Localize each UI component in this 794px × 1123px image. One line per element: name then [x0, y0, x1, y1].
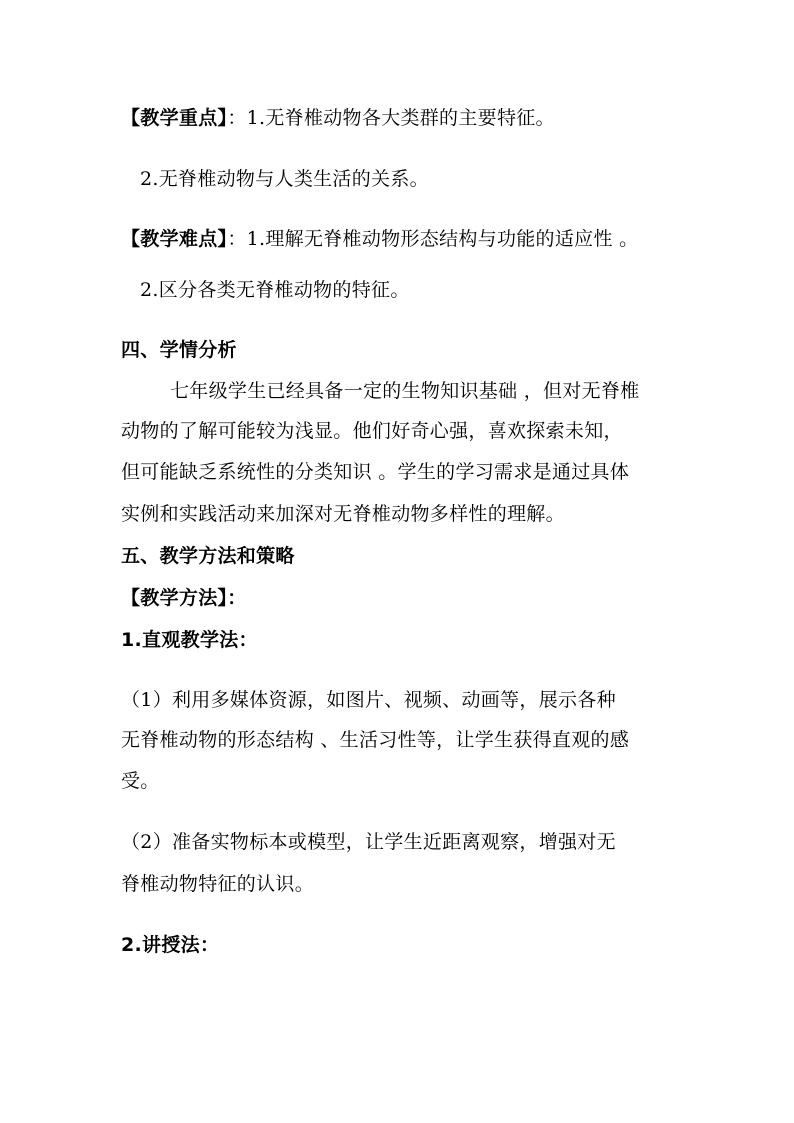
- section-4-paragraph-line: 七年级学生已经具备一定的生物知识基础 ，但对无脊椎: [170, 380, 640, 402]
- difficult-points-line: [121, 226, 638, 252]
- section-4-paragraph-line: 但可能缺乏系统性的分类知识 。学生的学习需求是通过具体: [121, 461, 630, 483]
- key-points-item-1: ：1.无脊椎动物各大类群的主要特征。: [227, 107, 555, 129]
- section-5-heading: 五、教学方法和策略: [121, 545, 295, 567]
- method-1-point-2-line: （2）准备实物标本或模型，让学生近距离观察，增强对无: [121, 831, 616, 853]
- key-points-line: [121, 105, 555, 131]
- key-points-label: 【教学重点】: [121, 107, 228, 129]
- difficult-points-item-1: ：1.理解无脊椎动物形态结构与功能的适应性 。: [227, 228, 639, 250]
- section-4-heading: 四、学情分析: [121, 339, 237, 361]
- method-1-point-1-line: 无脊椎动物的形态结构 、生活习性等，让学生获得直观的感: [121, 729, 630, 751]
- teaching-methods-label: 【教学方法】：: [121, 587, 247, 609]
- method-1-point-1-line: 受。: [121, 770, 160, 792]
- key-points-item-2: 2.无脊椎动物与人类生活的关系。: [140, 168, 429, 190]
- method-1-point-2-line: 脊椎动物特征的认识。: [121, 873, 315, 895]
- method-2-title: 2.讲授法：: [121, 934, 220, 956]
- section-4-paragraph-line: 动物的了解可能较为浅显。他们好奇心强，喜欢探索未知，: [121, 420, 623, 442]
- difficult-points-item-2: 2.区分各类无脊椎动物的特征。: [140, 279, 410, 301]
- method-1-point-1-line: （1）利用多媒体资源，如图片、视频、动画等，展示各种: [121, 689, 616, 711]
- method-1-title: 1.直观教学法：: [121, 629, 258, 651]
- section-4-paragraph-line: 实例和实践活动来加深对无脊椎动物多样性的理解。: [121, 503, 565, 525]
- difficult-points-label: 【教学难点】: [121, 228, 228, 250]
